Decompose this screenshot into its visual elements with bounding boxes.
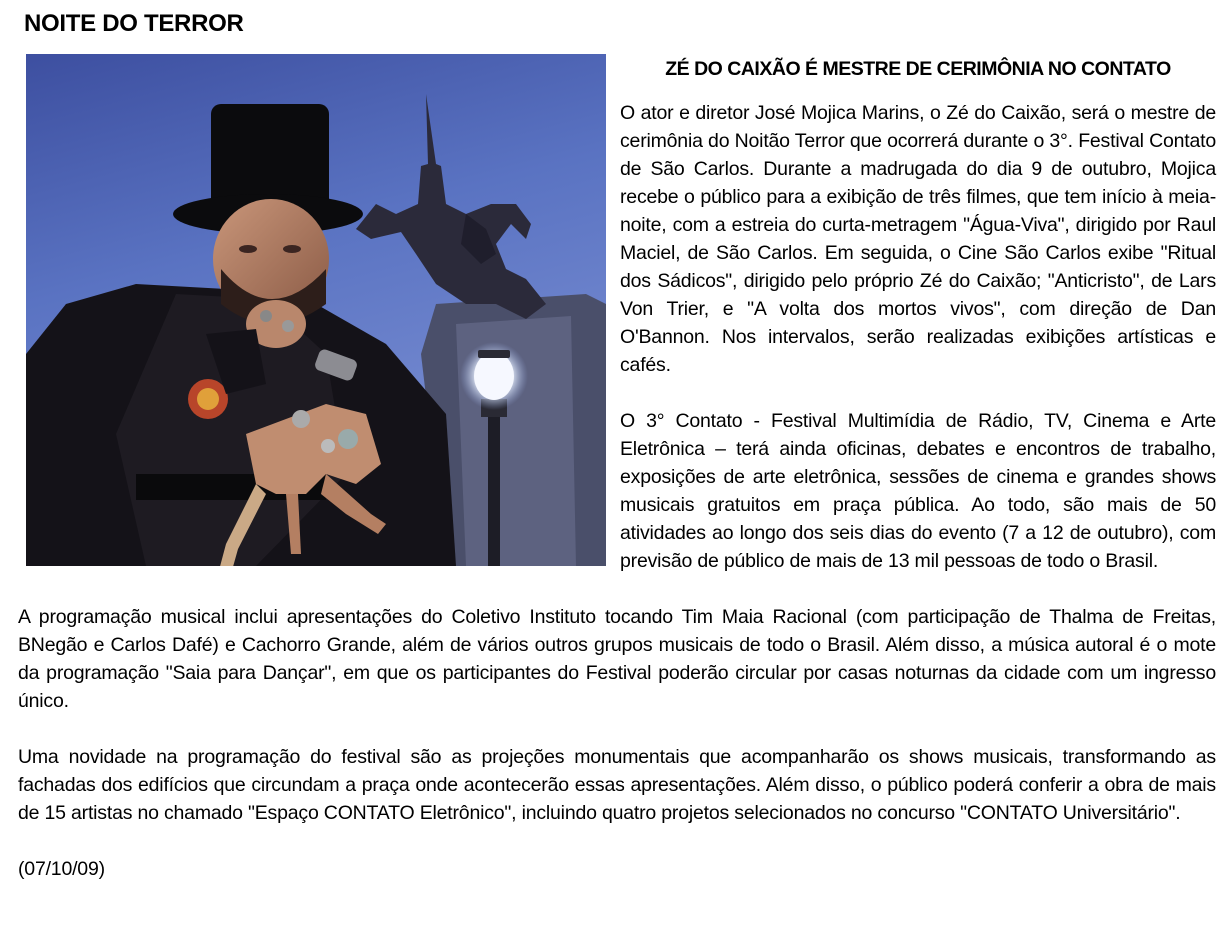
page-title: NOITE DO TERROR (24, 10, 244, 37)
article-date: (07/10/09) (18, 858, 105, 880)
article-paragraph: Uma novidade na programação do festival são as projeções monumentais que acompanharão os shows musicais, transformando as fachadas dos edifícios que circundam a praça onde acontecerão essas apresentações. Além disso, o público poderá conferir a obra de mais de 15 artistas no chamado "Espaço CONTATO Eletrônico", incluindo quatro projetos selecionados no concurso "CONTATO Universitário". (18, 746, 1216, 824)
article-paragraph: O 3° Contato - Festival Multimídia de Rádio, TV, Cinema e Arte Eletrônica – terá ainda oficinas, debates e encontros de trabalho, exposições de arte eletrônica, sessões de cinema e grandes shows musicais gratuitos em praça pública. Ao todo, são mais de 50 atividades ao longo dos seis dias do evento (7 a 12 de outubro), com previsão de público de mais de 13 mil pessoas de todo o Brasil. (620, 410, 1216, 572)
page (18, 8, 1216, 883)
article-paragraph: O ator e diretor José Mojica Marins, o Zé do Caixão, será o mestre de cerimônia do Noitão Terror que ocorrerá durante o 3°. Festival Contato de São Carlos. Durante a madrugada do dia 9 de outubro, Mojica recebe o público para a exibição de três filmes, que tem início à meia-noite, com a estreia do curta-metragem "Água-Viva", dirigido por Raul Maciel, de São Carlos. Em seguida, o Cine São Carlos exibe "Ritual dos Sádicos", dirigido pelo próprio Zé do Caixão; "Anticristo", de Lars Von Trier, e "A volta dos mortos vivos", com direção de Dan O'Bannon. Nos intervalos, serão realizadas exibições artísticas e cafés. (620, 102, 1216, 376)
article-photo (26, 54, 606, 566)
ze-do-caixao-photo-icon (26, 54, 606, 566)
article-paragraph: A programação musical inclui apresentações do Coletivo Instituto tocando Tim Maia Racional (com participação de Thalma de Freitas, BNegão e Carlos Dafé) e Cachorro Grande, além de vários outros grupos musicais de todo o Brasil. Além disso, a música autoral é o mote da programação "Saia para Dançar", em que os participantes do Festival poderão circular por casas noturnas da cidade com um ingresso único. (18, 606, 1216, 712)
article-heading: ZÉ DO CAIXÃO É MESTRE DE CERIMÔNIA NO CONTATO (665, 58, 1171, 80)
